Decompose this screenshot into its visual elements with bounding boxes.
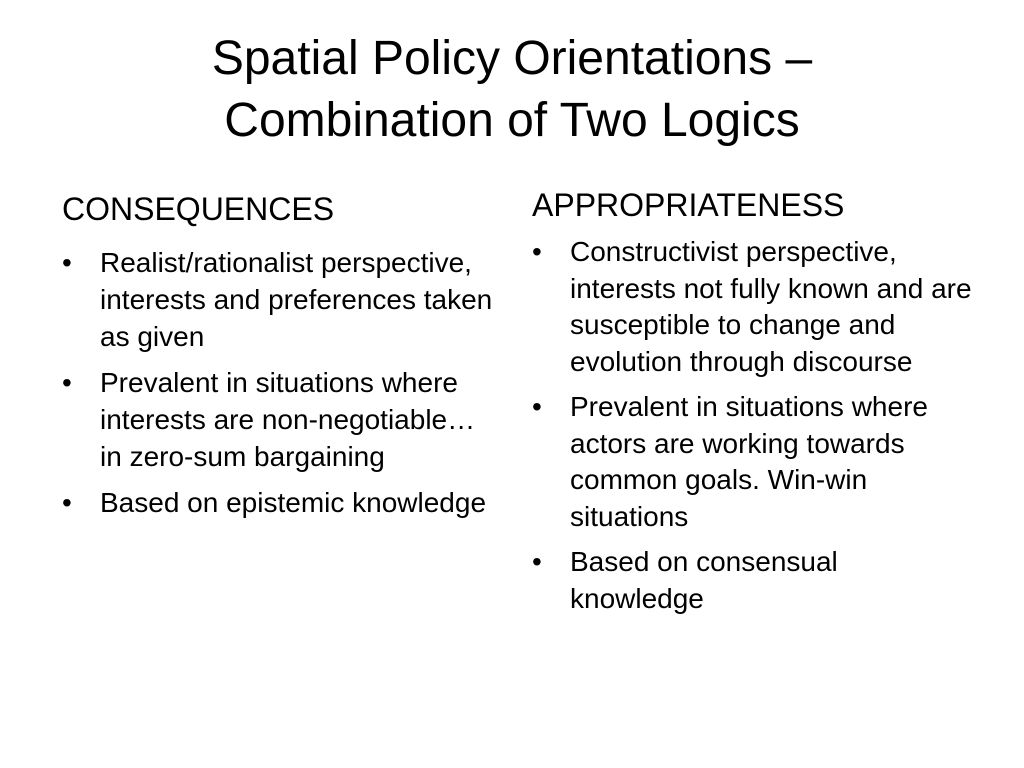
slide-title (0, 28, 1024, 152)
bullet-text: Realist/rationalist perspective, interests and preferences taken as given (100, 247, 493, 352)
consequences-heading: CONSEQUENCES (62, 191, 335, 227)
consequences-bullet-list (62, 244, 502, 530)
bullet-icon: • (62, 487, 72, 518)
list-item (532, 234, 972, 380)
list-item (62, 244, 502, 355)
list-item (532, 544, 972, 617)
bullet-text: Constructivist perspective, interests not fully known and are susceptible to change and evolution through discourse (570, 236, 972, 377)
bullet-icon: • (532, 391, 542, 422)
bullet-text: Prevalent in situations where interests are non-negotiable… in zero-sum bargaining (100, 367, 476, 472)
slide-title-line-2: Combination of Two Logics (224, 94, 800, 147)
list-item (532, 389, 972, 535)
list-item (62, 364, 502, 475)
bullet-icon: • (532, 546, 542, 577)
bullet-icon: • (62, 367, 72, 398)
bullet-text: Based on epistemic knowledge (100, 487, 487, 518)
bullet-text: Prevalent in situations where actors are working towards common goals. Win-win situations (570, 391, 928, 532)
bullet-icon: • (62, 247, 72, 278)
bullet-icon: • (532, 236, 542, 267)
appropriateness-heading: APPROPRIATENESS (532, 187, 845, 223)
slide-title-line-1: Spatial Policy Orientations – (211, 32, 813, 85)
list-item (62, 484, 502, 521)
bullet-text: Based on consensual knowledge (570, 546, 838, 614)
appropriateness-bullet-list (532, 234, 972, 626)
